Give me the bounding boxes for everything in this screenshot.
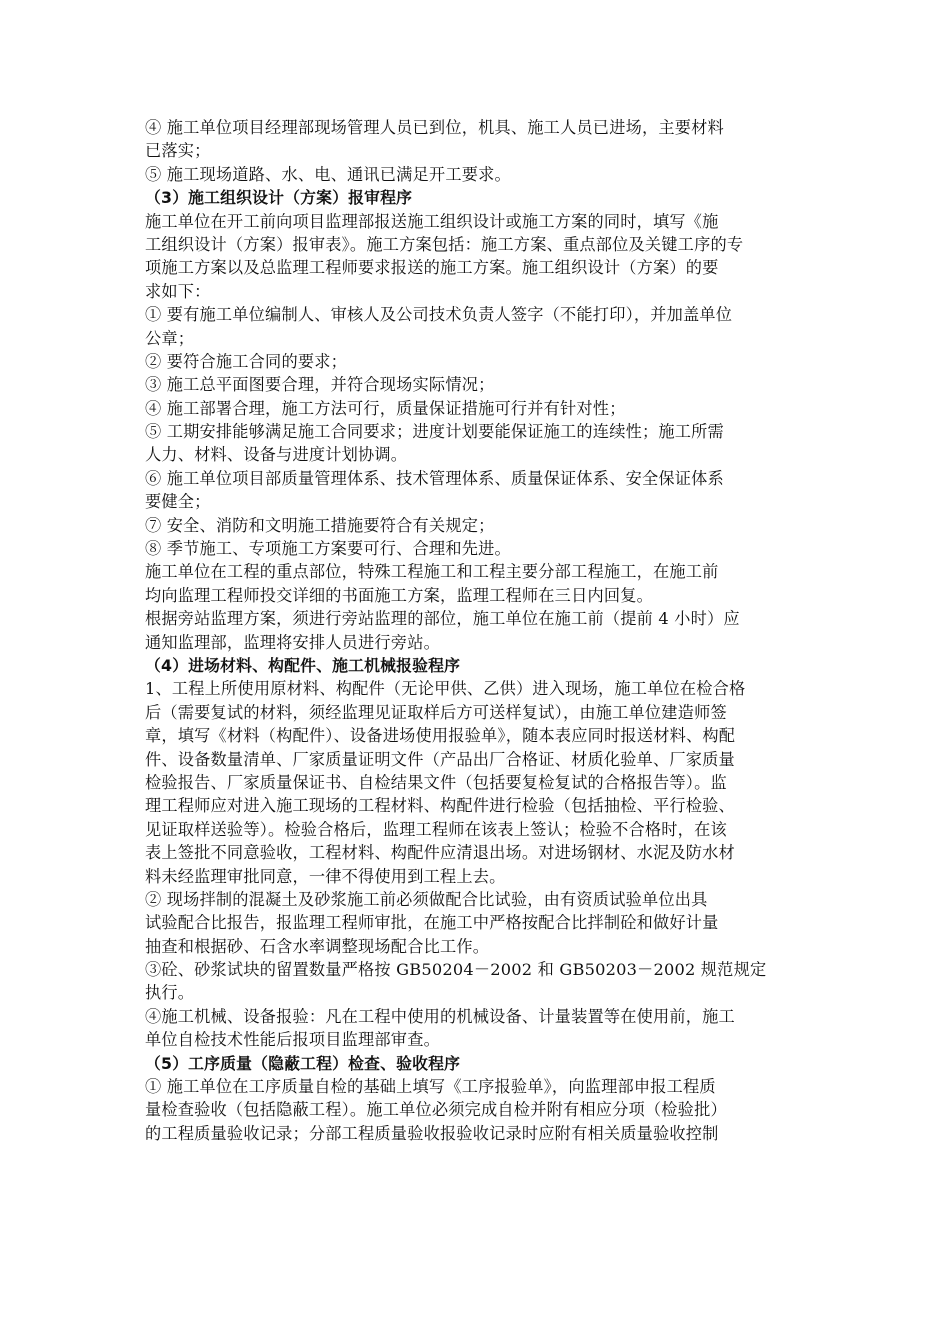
text-line: 件、设备数量清单、厂家质量证明文件（产品出厂合格证、材质化验单、厂家质量 bbox=[145, 749, 735, 769]
section-heading: （5）工序质量（隐蔽工程）检查、验收程序 bbox=[145, 1053, 461, 1073]
document-page bbox=[145, 116, 815, 1145]
text-line: ④施工机械、设备报验：凡在工程中使用的机械设备、计量装置等在使用前，施工 bbox=[145, 1006, 735, 1026]
text-line: 的工程质量验收记录；分部工程质量验收报验收记录时应附有相关质量验收控制 bbox=[145, 1123, 719, 1143]
text-line: 根据旁站监理方案，须进行旁站监理的部位，施工单位在施工前（提前 4 小时）应 bbox=[145, 609, 740, 629]
text-line: 1、工程上所使用原材料、构配件（无论甲供、乙供）进入现场，施工单位在检合格 bbox=[145, 679, 746, 699]
text-line: ③砼、砂浆试块的留置数量严格按 GB50204－2002 和 GB50203－2002 规范规定 bbox=[145, 960, 767, 980]
text-line: 项施工方案以及总监理工程师要求报送的施工方案。施工组织设计（方案）的要 bbox=[145, 258, 719, 278]
text-line: 求如下： bbox=[145, 281, 211, 301]
text-line: 理工程师应对进入施工现场的工程材料、构配件进行检验（包括抽检、平行检验、 bbox=[145, 796, 735, 816]
text-line: 要健全； bbox=[145, 492, 211, 512]
section-heading: （4）进场材料、构配件、施工机械报验程序 bbox=[145, 655, 461, 675]
text-line: 公章； bbox=[145, 328, 195, 348]
text-line: ③ 施工总平面图要合理，并符合现场实际情况； bbox=[145, 375, 495, 395]
text-line: 工组织设计（方案）报审表》。施工方案包括：施工方案、重点部位及关键工序的专 bbox=[145, 234, 744, 254]
text-line: 施工单位在工程的重点部位，特殊工程施工和工程主要分部工程施工，在施工前 bbox=[145, 562, 719, 582]
text-line: ⑤ 施工现场道路、水、电、通讯已满足开工要求。 bbox=[145, 164, 511, 184]
text-line: ④ 施工部署合理，施工方法可行，质量保证措施可行并有针对性； bbox=[145, 398, 626, 418]
text-line: 施工单位在开工前向项目监理部报送施工组织设计或施工方案的同时，填写《施 bbox=[145, 211, 719, 231]
text-line: 执行。 bbox=[145, 983, 195, 1003]
text-line: 见证取样送验等）。检验合格后，监理工程师在该表上签认；检验不合格时，在该 bbox=[145, 819, 727, 839]
text-line: ② 现场拌制的混凝土及砂浆施工前必须做配合比试验，由有资质试验单位出具 bbox=[145, 889, 708, 909]
text-line: 通知监理部，监理将安排人员进行旁站。 bbox=[145, 632, 440, 652]
text-line: 章，填写《材料（构配件）、设备进场使用报验单》，随本表应同时报送材料、构配 bbox=[145, 726, 736, 746]
text-line: 料未经监理审批同意，一律不得使用到工程上去。 bbox=[145, 866, 506, 886]
text-line: ① 要有施工单位编制人、审核人及公司技术负责人签字（不能打印），并加盖单位 bbox=[145, 305, 733, 325]
text-line: ① 施工单位在工序质量自检的基础上填写《工序报验单》，向监理部申报工程质 bbox=[145, 1077, 716, 1097]
text-line: 均向监理工程师投交详细的书面施工方案，监理工程师在三日内回复。 bbox=[145, 585, 654, 605]
text-line: 人力、材料、设备与进度计划协调。 bbox=[145, 445, 408, 465]
section-heading: （3）施工组织设计（方案）报审程序 bbox=[145, 188, 413, 208]
text-line: ② 要符合施工合同的要求； bbox=[145, 351, 347, 371]
text-line: 试验配合比报告，报监理工程师审批，在施工中严格按配合比拌制砼和做好计量 bbox=[145, 913, 719, 933]
text-line: 单位自检技术性能后报项目监理部审查。 bbox=[145, 1030, 440, 1050]
text-line: ⑥ 施工单位项目部质量管理体系、技术管理体系、质量保证体系、安全保证体系 bbox=[145, 468, 724, 488]
text-line: 表上签批不同意验收，工程材料、构配件应清退出场。对进场钢材、水泥及防水材 bbox=[145, 843, 735, 863]
text-line: ④ 施工单位项目经理部现场管理人员已到位，机具、施工人员已进场，主要材料 bbox=[145, 118, 724, 137]
text-line: 已落实； bbox=[145, 141, 211, 161]
text-line: ⑤ 工期安排能够满足施工合同要求；进度计划要能保证施工的连续性；施工所需 bbox=[145, 422, 724, 442]
text-line: 抽查和根据砂、石含水率调整现场配合比工作。 bbox=[145, 936, 490, 956]
text-line: 量检查验收（包括隐蔽工程）。施工单位必须完成自检并附有相应分项（检验批） bbox=[145, 1100, 727, 1120]
text-line: ⑦ 安全、消防和文明施工措施要符合有关规定； bbox=[145, 515, 495, 535]
text-line: 后（需要复试的材料，须经监理见证取样后方可送样复试），由施工单位建造师签 bbox=[145, 702, 727, 722]
text-line: 检验报告、厂家质量保证书、自检结果文件（包括要复检复试的合格报告等）。监 bbox=[145, 772, 727, 792]
text-line: ⑧ 季节施工、专项施工方案要可行、合理和先进。 bbox=[145, 539, 511, 559]
